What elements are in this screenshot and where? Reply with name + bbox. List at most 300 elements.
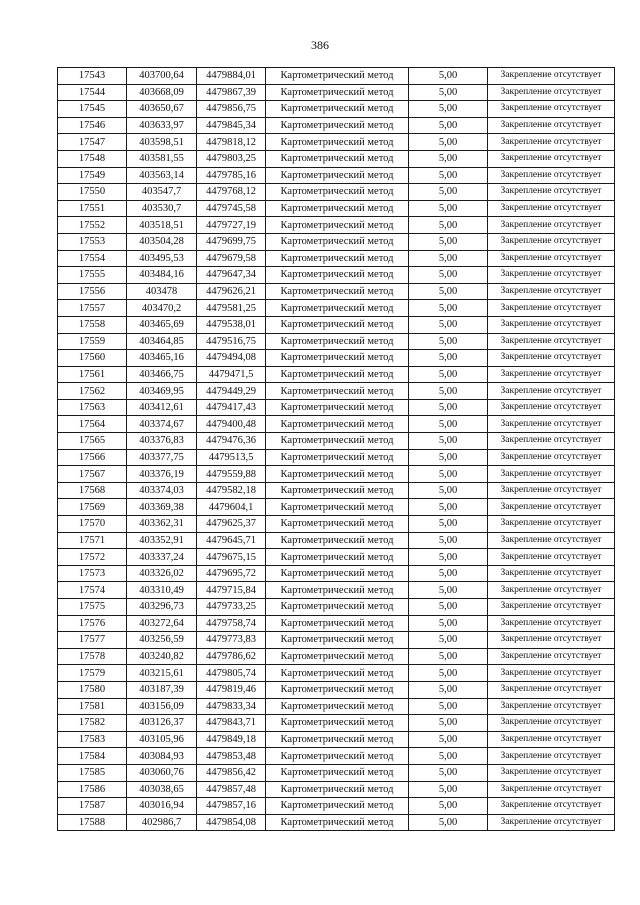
- table-row: [58, 350, 615, 367]
- accuracy-cell: 5,00: [409, 399, 488, 416]
- x-coordinate-cell: 403464,85: [127, 333, 197, 350]
- method-cell: Картометрический метод: [266, 516, 409, 533]
- x-coordinate-cell: 403633,97: [127, 117, 197, 134]
- method-cell: Картометрический метод: [266, 698, 409, 715]
- y-coordinate-cell: 4479449,29: [197, 383, 266, 400]
- table-row: [58, 300, 615, 317]
- x-coordinate-cell: 403156,09: [127, 698, 197, 715]
- table-row: [58, 532, 615, 549]
- x-coordinate-cell: 402986,7: [127, 814, 197, 831]
- point-number-cell: 17544: [58, 84, 127, 101]
- table-row: [58, 632, 615, 649]
- table-row: [58, 233, 615, 250]
- x-coordinate-cell: 403668,09: [127, 84, 197, 101]
- point-number-cell: 17553: [58, 233, 127, 250]
- method-cell: Картометрический метод: [266, 499, 409, 516]
- table-row: [58, 167, 615, 184]
- note-cell: Закрепление отсутствует: [488, 748, 615, 765]
- x-coordinate-cell: 403504,28: [127, 233, 197, 250]
- note-cell: Закрепление отсутствует: [488, 532, 615, 549]
- x-coordinate-cell: 403530,7: [127, 200, 197, 217]
- x-coordinate-cell: 403563,14: [127, 167, 197, 184]
- y-coordinate-cell: 4479853,48: [197, 748, 266, 765]
- accuracy-cell: 5,00: [409, 68, 488, 85]
- accuracy-cell: 5,00: [409, 615, 488, 632]
- point-number-cell: 17569: [58, 499, 127, 516]
- accuracy-cell: 5,00: [409, 482, 488, 499]
- accuracy-cell: 5,00: [409, 532, 488, 549]
- accuracy-cell: 5,00: [409, 665, 488, 682]
- x-coordinate-cell: 403547,7: [127, 184, 197, 201]
- point-number-cell: 17570: [58, 516, 127, 533]
- y-coordinate-cell: 4479626,21: [197, 283, 266, 300]
- method-cell: Картометрический метод: [266, 283, 409, 300]
- point-number-cell: 17558: [58, 316, 127, 333]
- accuracy-cell: 5,00: [409, 184, 488, 201]
- note-cell: Закрепление отсутствует: [488, 283, 615, 300]
- y-coordinate-cell: 4479833,34: [197, 698, 266, 715]
- method-cell: Картометрический метод: [266, 383, 409, 400]
- y-coordinate-cell: 4479513,5: [197, 449, 266, 466]
- note-cell: Закрепление отсутствует: [488, 333, 615, 350]
- table-row: [58, 84, 615, 101]
- note-cell: Закрепление отсутствует: [488, 300, 615, 317]
- accuracy-cell: 5,00: [409, 698, 488, 715]
- note-cell: Закрепление отсутствует: [488, 150, 615, 167]
- x-coordinate-cell: 403105,96: [127, 731, 197, 748]
- accuracy-cell: 5,00: [409, 267, 488, 284]
- x-coordinate-cell: 403326,02: [127, 565, 197, 582]
- point-number-cell: 17563: [58, 399, 127, 416]
- x-coordinate-cell: 403470,2: [127, 300, 197, 317]
- point-number-cell: 17560: [58, 350, 127, 367]
- method-cell: Картометрический метод: [266, 449, 409, 466]
- method-cell: Картометрический метод: [266, 599, 409, 616]
- table-row: [58, 698, 615, 715]
- x-coordinate-cell: 403650,67: [127, 101, 197, 118]
- point-number-cell: 17583: [58, 731, 127, 748]
- note-cell: Закрепление отсутствует: [488, 715, 615, 732]
- y-coordinate-cell: 4479805,74: [197, 665, 266, 682]
- table-row: [58, 499, 615, 516]
- x-coordinate-cell: 403469,95: [127, 383, 197, 400]
- y-coordinate-cell: 4479727,19: [197, 217, 266, 234]
- accuracy-cell: 5,00: [409, 582, 488, 599]
- accuracy-cell: 5,00: [409, 681, 488, 698]
- x-coordinate-cell: 403377,75: [127, 449, 197, 466]
- method-cell: Картометрический метод: [266, 217, 409, 234]
- y-coordinate-cell: 4479867,39: [197, 84, 266, 101]
- x-coordinate-cell: 403465,16: [127, 350, 197, 367]
- method-cell: Картометрический метод: [266, 549, 409, 566]
- point-number-cell: 17557: [58, 300, 127, 317]
- table-row: [58, 117, 615, 134]
- note-cell: Закрепление отсутствует: [488, 167, 615, 184]
- method-cell: Картометрический метод: [266, 399, 409, 416]
- point-number-cell: 17575: [58, 599, 127, 616]
- method-cell: Картометрический метод: [266, 665, 409, 682]
- table-row: [58, 383, 615, 400]
- y-coordinate-cell: 4479581,25: [197, 300, 266, 317]
- y-coordinate-cell: 4479559,88: [197, 466, 266, 483]
- note-cell: Закрепление отсутствует: [488, 549, 615, 566]
- table-row: [58, 764, 615, 781]
- y-coordinate-cell: 4479773,83: [197, 632, 266, 649]
- method-cell: Картометрический метод: [266, 233, 409, 250]
- method-cell: Картометрический метод: [266, 466, 409, 483]
- accuracy-cell: 5,00: [409, 383, 488, 400]
- table-row: [58, 150, 615, 167]
- x-coordinate-cell: 403016,94: [127, 798, 197, 815]
- accuracy-cell: 5,00: [409, 300, 488, 317]
- table-row: [58, 416, 615, 433]
- x-coordinate-cell: 403337,24: [127, 549, 197, 566]
- table-row: [58, 267, 615, 284]
- method-cell: Картометрический метод: [266, 68, 409, 85]
- method-cell: Картометрический метод: [266, 565, 409, 582]
- point-number-cell: 17546: [58, 117, 127, 134]
- accuracy-cell: 5,00: [409, 283, 488, 300]
- note-cell: Закрепление отсутствует: [488, 648, 615, 665]
- y-coordinate-cell: 4479856,42: [197, 764, 266, 781]
- note-cell: Закрепление отсутствует: [488, 416, 615, 433]
- accuracy-cell: 5,00: [409, 648, 488, 665]
- y-coordinate-cell: 4479849,18: [197, 731, 266, 748]
- method-cell: Картометрический метод: [266, 267, 409, 284]
- point-number-cell: 17579: [58, 665, 127, 682]
- y-coordinate-cell: 4479494,08: [197, 350, 266, 367]
- point-number-cell: 17587: [58, 798, 127, 815]
- point-number-cell: 17548: [58, 150, 127, 167]
- point-number-cell: 17547: [58, 134, 127, 151]
- note-cell: Закрепление отсутствует: [488, 316, 615, 333]
- table-row: [58, 333, 615, 350]
- y-coordinate-cell: 4479695,72: [197, 565, 266, 582]
- table-row: [58, 316, 615, 333]
- y-coordinate-cell: 4479818,12: [197, 134, 266, 151]
- page-number: 386: [311, 38, 329, 52]
- y-coordinate-cell: 4479476,36: [197, 433, 266, 450]
- x-coordinate-cell: 403581,55: [127, 150, 197, 167]
- x-coordinate-cell: 403412,61: [127, 399, 197, 416]
- method-cell: Картометрический метод: [266, 648, 409, 665]
- method-cell: Картометрический метод: [266, 482, 409, 499]
- note-cell: Закрепление отсутствует: [488, 350, 615, 367]
- method-cell: Картометрический метод: [266, 615, 409, 632]
- note-cell: Закрепление отсутствует: [488, 781, 615, 798]
- point-number-cell: 17559: [58, 333, 127, 350]
- y-coordinate-cell: 4479675,15: [197, 549, 266, 566]
- point-number-cell: 17551: [58, 200, 127, 217]
- point-number-cell: 17561: [58, 366, 127, 383]
- point-number-cell: 17543: [58, 68, 127, 85]
- note-cell: Закрепление отсутствует: [488, 101, 615, 118]
- x-coordinate-cell: 403256,59: [127, 632, 197, 649]
- note-cell: Закрепление отсутствует: [488, 499, 615, 516]
- accuracy-cell: 5,00: [409, 101, 488, 118]
- point-number-cell: 17574: [58, 582, 127, 599]
- accuracy-cell: 5,00: [409, 798, 488, 815]
- method-cell: Картометрический метод: [266, 582, 409, 599]
- note-cell: Закрепление отсутствует: [488, 449, 615, 466]
- x-coordinate-cell: 403352,91: [127, 532, 197, 549]
- method-cell: Картометрический метод: [266, 416, 409, 433]
- y-coordinate-cell: 4479516,75: [197, 333, 266, 350]
- point-number-cell: 17564: [58, 416, 127, 433]
- y-coordinate-cell: 4479400,48: [197, 416, 266, 433]
- method-cell: Картометрический метод: [266, 250, 409, 267]
- accuracy-cell: 5,00: [409, 632, 488, 649]
- note-cell: Закрепление отсутствует: [488, 200, 615, 217]
- point-number-cell: 17576: [58, 615, 127, 632]
- table-row: [58, 648, 615, 665]
- method-cell: Картометрический метод: [266, 350, 409, 367]
- point-number-cell: 17573: [58, 565, 127, 582]
- y-coordinate-cell: 4479715,84: [197, 582, 266, 599]
- table-row: [58, 482, 615, 499]
- note-cell: Закрепление отсутствует: [488, 84, 615, 101]
- accuracy-cell: 5,00: [409, 84, 488, 101]
- accuracy-cell: 5,00: [409, 200, 488, 217]
- method-cell: Картометрический метод: [266, 333, 409, 350]
- table-row: [58, 565, 615, 582]
- point-number-cell: 17545: [58, 101, 127, 118]
- table-row: [58, 582, 615, 599]
- note-cell: Закрепление отсутствует: [488, 698, 615, 715]
- y-coordinate-cell: 4479625,37: [197, 516, 266, 533]
- point-number-cell: 17586: [58, 781, 127, 798]
- point-number-cell: 17571: [58, 532, 127, 549]
- accuracy-cell: 5,00: [409, 715, 488, 732]
- method-cell: Картометрический метод: [266, 748, 409, 765]
- table-row: [58, 814, 615, 831]
- accuracy-cell: 5,00: [409, 150, 488, 167]
- table-row: [58, 731, 615, 748]
- y-coordinate-cell: 4479647,34: [197, 267, 266, 284]
- table-row: [58, 516, 615, 533]
- method-cell: Картометрический метод: [266, 150, 409, 167]
- point-number-cell: 17572: [58, 549, 127, 566]
- accuracy-cell: 5,00: [409, 599, 488, 616]
- note-cell: Закрепление отсутствует: [488, 383, 615, 400]
- point-number-cell: 17578: [58, 648, 127, 665]
- y-coordinate-cell: 4479845,34: [197, 117, 266, 134]
- x-coordinate-cell: 403126,37: [127, 715, 197, 732]
- point-number-cell: 17562: [58, 383, 127, 400]
- table-row: [58, 599, 615, 616]
- note-cell: Закрепление отсутствует: [488, 68, 615, 85]
- table-row: [58, 549, 615, 566]
- accuracy-cell: 5,00: [409, 499, 488, 516]
- method-cell: Картометрический метод: [266, 117, 409, 134]
- table-row: [58, 798, 615, 815]
- table-row: [58, 200, 615, 217]
- x-coordinate-cell: 403700,64: [127, 68, 197, 85]
- table-row: [58, 781, 615, 798]
- note-cell: Закрепление отсутствует: [488, 798, 615, 815]
- y-coordinate-cell: 4479857,48: [197, 781, 266, 798]
- accuracy-cell: 5,00: [409, 333, 488, 350]
- accuracy-cell: 5,00: [409, 250, 488, 267]
- point-number-cell: 17588: [58, 814, 127, 831]
- accuracy-cell: 5,00: [409, 731, 488, 748]
- note-cell: Закрепление отсутствует: [488, 665, 615, 682]
- y-coordinate-cell: 4479819,46: [197, 681, 266, 698]
- method-cell: Картометрический метод: [266, 300, 409, 317]
- y-coordinate-cell: 4479645,71: [197, 532, 266, 549]
- y-coordinate-cell: 4479604,1: [197, 499, 266, 516]
- method-cell: Картометрический метод: [266, 781, 409, 798]
- note-cell: Закрепление отсутствует: [488, 814, 615, 831]
- point-number-cell: 17566: [58, 449, 127, 466]
- note-cell: Закрепление отсутствует: [488, 233, 615, 250]
- note-cell: Закрепление отсутствует: [488, 615, 615, 632]
- x-coordinate-cell: 403362,31: [127, 516, 197, 533]
- note-cell: Закрепление отсутствует: [488, 267, 615, 284]
- note-cell: Закрепление отсутствует: [488, 482, 615, 499]
- method-cell: Картометрический метод: [266, 814, 409, 831]
- method-cell: Картометрический метод: [266, 84, 409, 101]
- y-coordinate-cell: 4479786,62: [197, 648, 266, 665]
- y-coordinate-cell: 4479884,01: [197, 68, 266, 85]
- x-coordinate-cell: 403598,51: [127, 134, 197, 151]
- point-number-cell: 17577: [58, 632, 127, 649]
- table-row: [58, 665, 615, 682]
- note-cell: Закрепление отсутствует: [488, 764, 615, 781]
- note-cell: Закрепление отсутствует: [488, 217, 615, 234]
- table-row: [58, 433, 615, 450]
- x-coordinate-cell: 403240,82: [127, 648, 197, 665]
- y-coordinate-cell: 4479471,5: [197, 366, 266, 383]
- accuracy-cell: 5,00: [409, 316, 488, 333]
- note-cell: Закрепление отсутствует: [488, 599, 615, 616]
- x-coordinate-cell: 403215,61: [127, 665, 197, 682]
- note-cell: Закрепление отсутствует: [488, 117, 615, 134]
- x-coordinate-cell: 403272,64: [127, 615, 197, 632]
- accuracy-cell: 5,00: [409, 134, 488, 151]
- table-row: [58, 250, 615, 267]
- x-coordinate-cell: 403296,73: [127, 599, 197, 616]
- y-coordinate-cell: 4479417,43: [197, 399, 266, 416]
- y-coordinate-cell: 4479785,16: [197, 167, 266, 184]
- method-cell: Картометрический метод: [266, 798, 409, 815]
- y-coordinate-cell: 4479854,08: [197, 814, 266, 831]
- table-row: [58, 68, 615, 85]
- method-cell: Картометрический метод: [266, 532, 409, 549]
- note-cell: Закрепление отсутствует: [488, 731, 615, 748]
- accuracy-cell: 5,00: [409, 350, 488, 367]
- x-coordinate-cell: 403187,39: [127, 681, 197, 698]
- x-coordinate-cell: 403084,93: [127, 748, 197, 765]
- x-coordinate-cell: 403466,75: [127, 366, 197, 383]
- point-number-cell: 17581: [58, 698, 127, 715]
- method-cell: Картометрический метод: [266, 715, 409, 732]
- y-coordinate-cell: 4479699,75: [197, 233, 266, 250]
- coordinates-table: [57, 67, 615, 831]
- method-cell: Картометрический метод: [266, 764, 409, 781]
- note-cell: Закрепление отсутствует: [488, 184, 615, 201]
- method-cell: Картометрический метод: [266, 433, 409, 450]
- y-coordinate-cell: 4479538,01: [197, 316, 266, 333]
- point-number-cell: 17568: [58, 482, 127, 499]
- coordinates-table-body: [58, 68, 615, 831]
- x-coordinate-cell: 403060,76: [127, 764, 197, 781]
- point-number-cell: 17552: [58, 217, 127, 234]
- method-cell: Картометрический метод: [266, 316, 409, 333]
- point-number-cell: 17565: [58, 433, 127, 450]
- x-coordinate-cell: 403038,65: [127, 781, 197, 798]
- table-row: [58, 399, 615, 416]
- y-coordinate-cell: 4479856,75: [197, 101, 266, 118]
- note-cell: Закрепление отсутствует: [488, 681, 615, 698]
- table-row: [58, 748, 615, 765]
- y-coordinate-cell: 4479745,58: [197, 200, 266, 217]
- point-number-cell: 17555: [58, 267, 127, 284]
- x-coordinate-cell: 403495,53: [127, 250, 197, 267]
- accuracy-cell: 5,00: [409, 233, 488, 250]
- x-coordinate-cell: 403478: [127, 283, 197, 300]
- table-row: [58, 466, 615, 483]
- accuracy-cell: 5,00: [409, 764, 488, 781]
- table-row: [58, 101, 615, 118]
- table-row: [58, 715, 615, 732]
- table-row: [58, 366, 615, 383]
- note-cell: Закрепление отсутствует: [488, 366, 615, 383]
- y-coordinate-cell: 4479582,18: [197, 482, 266, 499]
- accuracy-cell: 5,00: [409, 748, 488, 765]
- y-coordinate-cell: 4479843,71: [197, 715, 266, 732]
- accuracy-cell: 5,00: [409, 167, 488, 184]
- note-cell: Закрепление отсутствует: [488, 433, 615, 450]
- table-row: [58, 283, 615, 300]
- note-cell: Закрепление отсутствует: [488, 516, 615, 533]
- x-coordinate-cell: 403374,03: [127, 482, 197, 499]
- method-cell: Картометрический метод: [266, 167, 409, 184]
- y-coordinate-cell: 4479733,25: [197, 599, 266, 616]
- x-coordinate-cell: 403376,83: [127, 433, 197, 450]
- method-cell: Картометрический метод: [266, 731, 409, 748]
- accuracy-cell: 5,00: [409, 433, 488, 450]
- table-row: [58, 615, 615, 632]
- method-cell: Картометрический метод: [266, 134, 409, 151]
- y-coordinate-cell: 4479758,74: [197, 615, 266, 632]
- method-cell: Картометрический метод: [266, 632, 409, 649]
- method-cell: Картометрический метод: [266, 366, 409, 383]
- accuracy-cell: 5,00: [409, 217, 488, 234]
- y-coordinate-cell: 4479803,25: [197, 150, 266, 167]
- note-cell: Закрепление отсутствует: [488, 632, 615, 649]
- accuracy-cell: 5,00: [409, 117, 488, 134]
- point-number-cell: 17584: [58, 748, 127, 765]
- x-coordinate-cell: 403310,49: [127, 582, 197, 599]
- point-number-cell: 17567: [58, 466, 127, 483]
- note-cell: Закрепление отсутствует: [488, 134, 615, 151]
- method-cell: Картометрический метод: [266, 681, 409, 698]
- table-row: [58, 184, 615, 201]
- table-row: [58, 134, 615, 151]
- note-cell: Закрепление отсутствует: [488, 399, 615, 416]
- note-cell: Закрепление отсутствует: [488, 582, 615, 599]
- x-coordinate-cell: 403369,38: [127, 499, 197, 516]
- y-coordinate-cell: 4479857,16: [197, 798, 266, 815]
- table-row: [58, 449, 615, 466]
- method-cell: Картометрический метод: [266, 200, 409, 217]
- x-coordinate-cell: 403374,67: [127, 416, 197, 433]
- x-coordinate-cell: 403465,69: [127, 316, 197, 333]
- point-number-cell: 17556: [58, 283, 127, 300]
- accuracy-cell: 5,00: [409, 366, 488, 383]
- point-number-cell: 17554: [58, 250, 127, 267]
